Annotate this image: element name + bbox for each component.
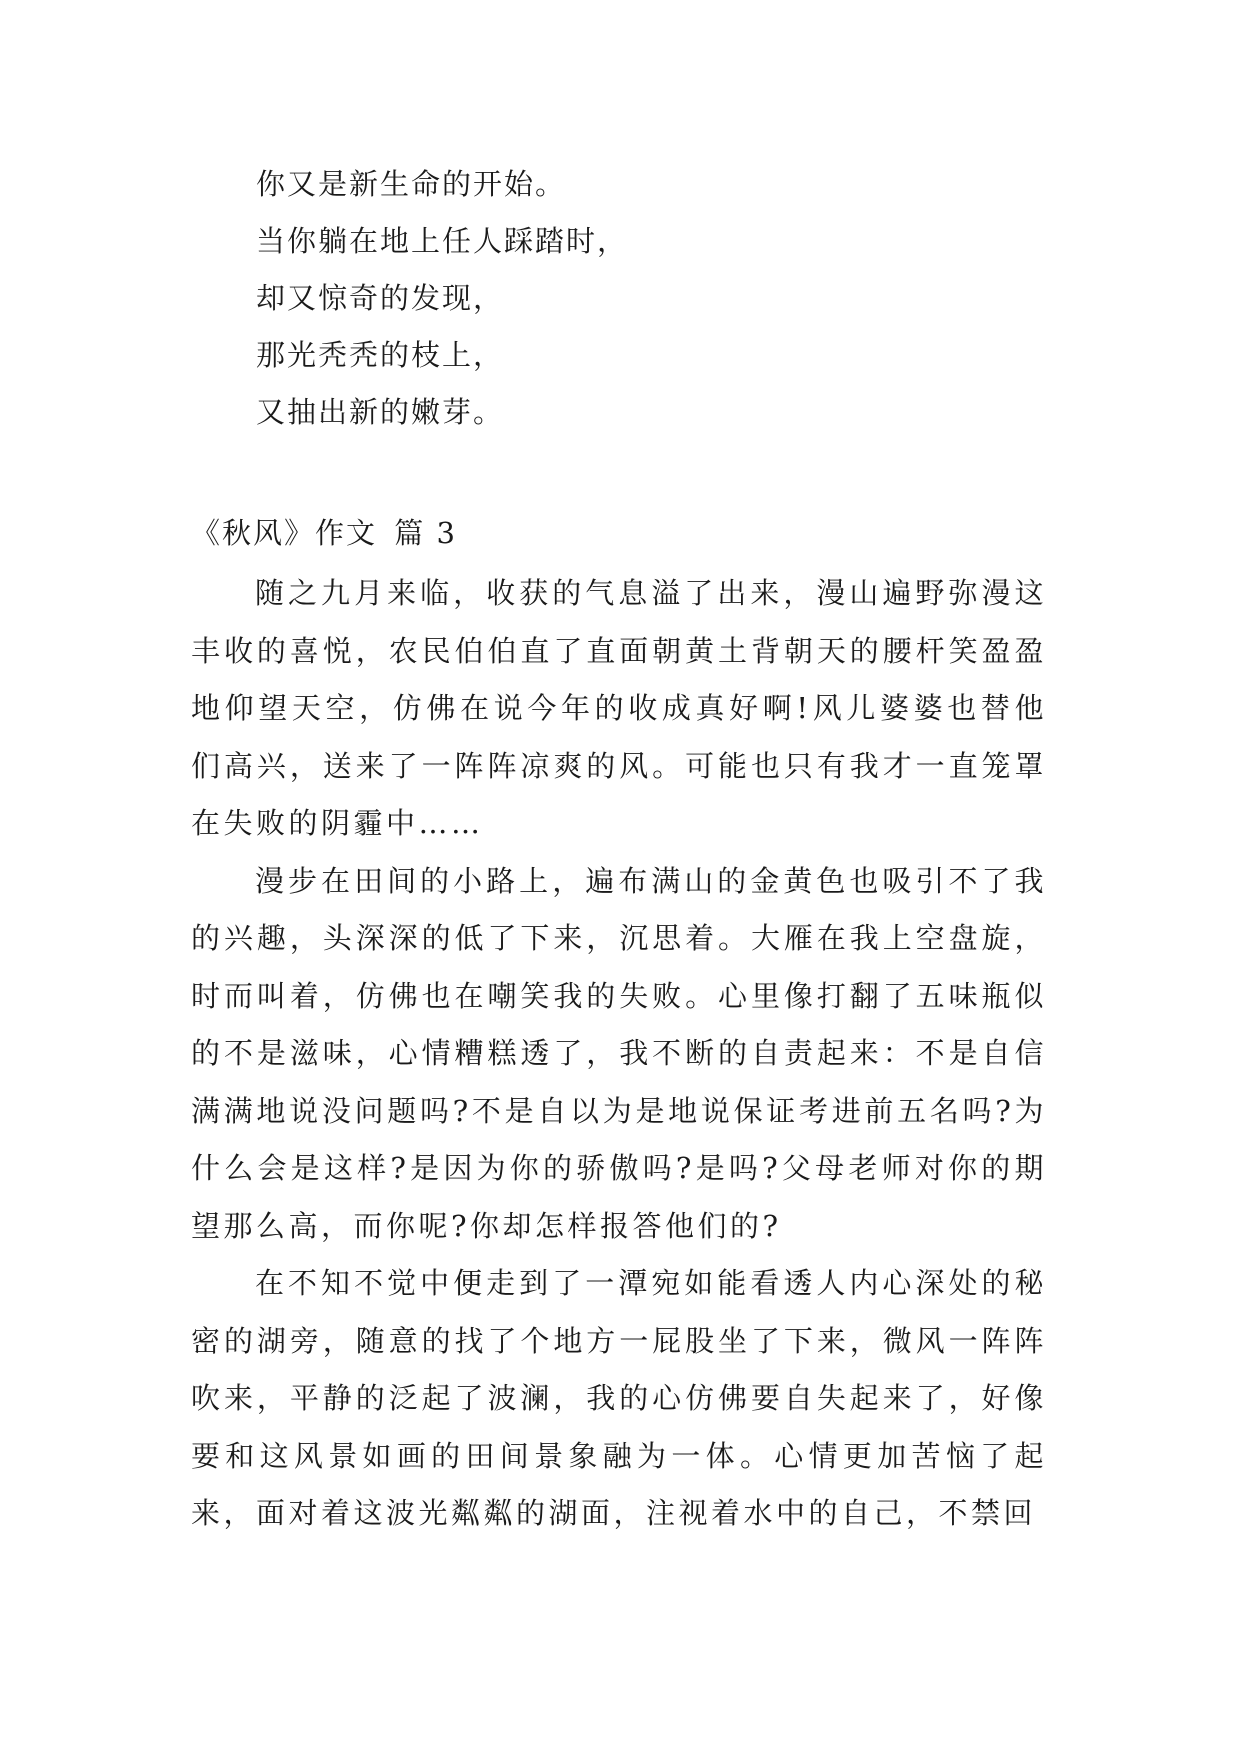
poem-line: 却又惊奇的发现， bbox=[256, 281, 505, 315]
paragraph: 在不知不觉中便走到了一潭宛如能看透人内心深处的秘密的湖旁，随意的找了个地方一屁股坐了下来，微风一阵阵吹来，平静的泛起了波澜，我的心仿佛要自失起来了，好像要和这风景如画的田间景象融为一体。心情更加苦恼了起来，面对着这波光粼粼的湖面，注视着水中的自己，不禁回 bbox=[191, 1266, 1047, 1530]
paragraph: 随之九月来临，收获的气息溢了出来，漫山遍野弥漫这丰收的喜悦，农民伯伯直了直面朝黄土背朝天的腰杆笑盈盈地仰望天空，仿佛在说今年的收成真好啊!风儿婆婆也替他们高兴，送来了一阵阵凉爽的风。可能也只有我才一直笼罩在失败的阴霾中…… bbox=[191, 576, 1047, 840]
poem-block bbox=[256, 156, 1076, 441]
essay-body bbox=[191, 565, 1047, 1543]
section-heading bbox=[191, 513, 457, 553]
poem-line: 那光秃秃的枝上， bbox=[256, 338, 505, 372]
poem-line: 又抽出新的嫩芽。 bbox=[256, 395, 505, 429]
section-part-label: 篇 bbox=[394, 516, 426, 550]
poem-line: 当你躺在地上任人踩踏时， bbox=[256, 224, 629, 258]
section-part-number: 3 bbox=[436, 516, 457, 550]
poem-line: 你又是新生命的开始。 bbox=[256, 167, 567, 201]
section-title: 《秋风》作文 bbox=[191, 516, 378, 550]
paragraph: 漫步在田间的小路上，遍布满山的金黄色也吸引不了我的兴趣，头深深的低了下来，沉思着。大雁在我上空盘旋，时而叫着，仿佛也在嘲笑我的失败。心里像打翻了五味瓶似的不是滋味，心情糟糕透了，我不断的自责起来：不是自信满满地说没问题吗?不是自以为是地说保证考进前五名吗?为什么会是这样?是因为你的骄傲吗?是吗?父母老师对你的期望那么高，而你呢?你却怎样报答他们的? bbox=[191, 863, 1047, 1243]
